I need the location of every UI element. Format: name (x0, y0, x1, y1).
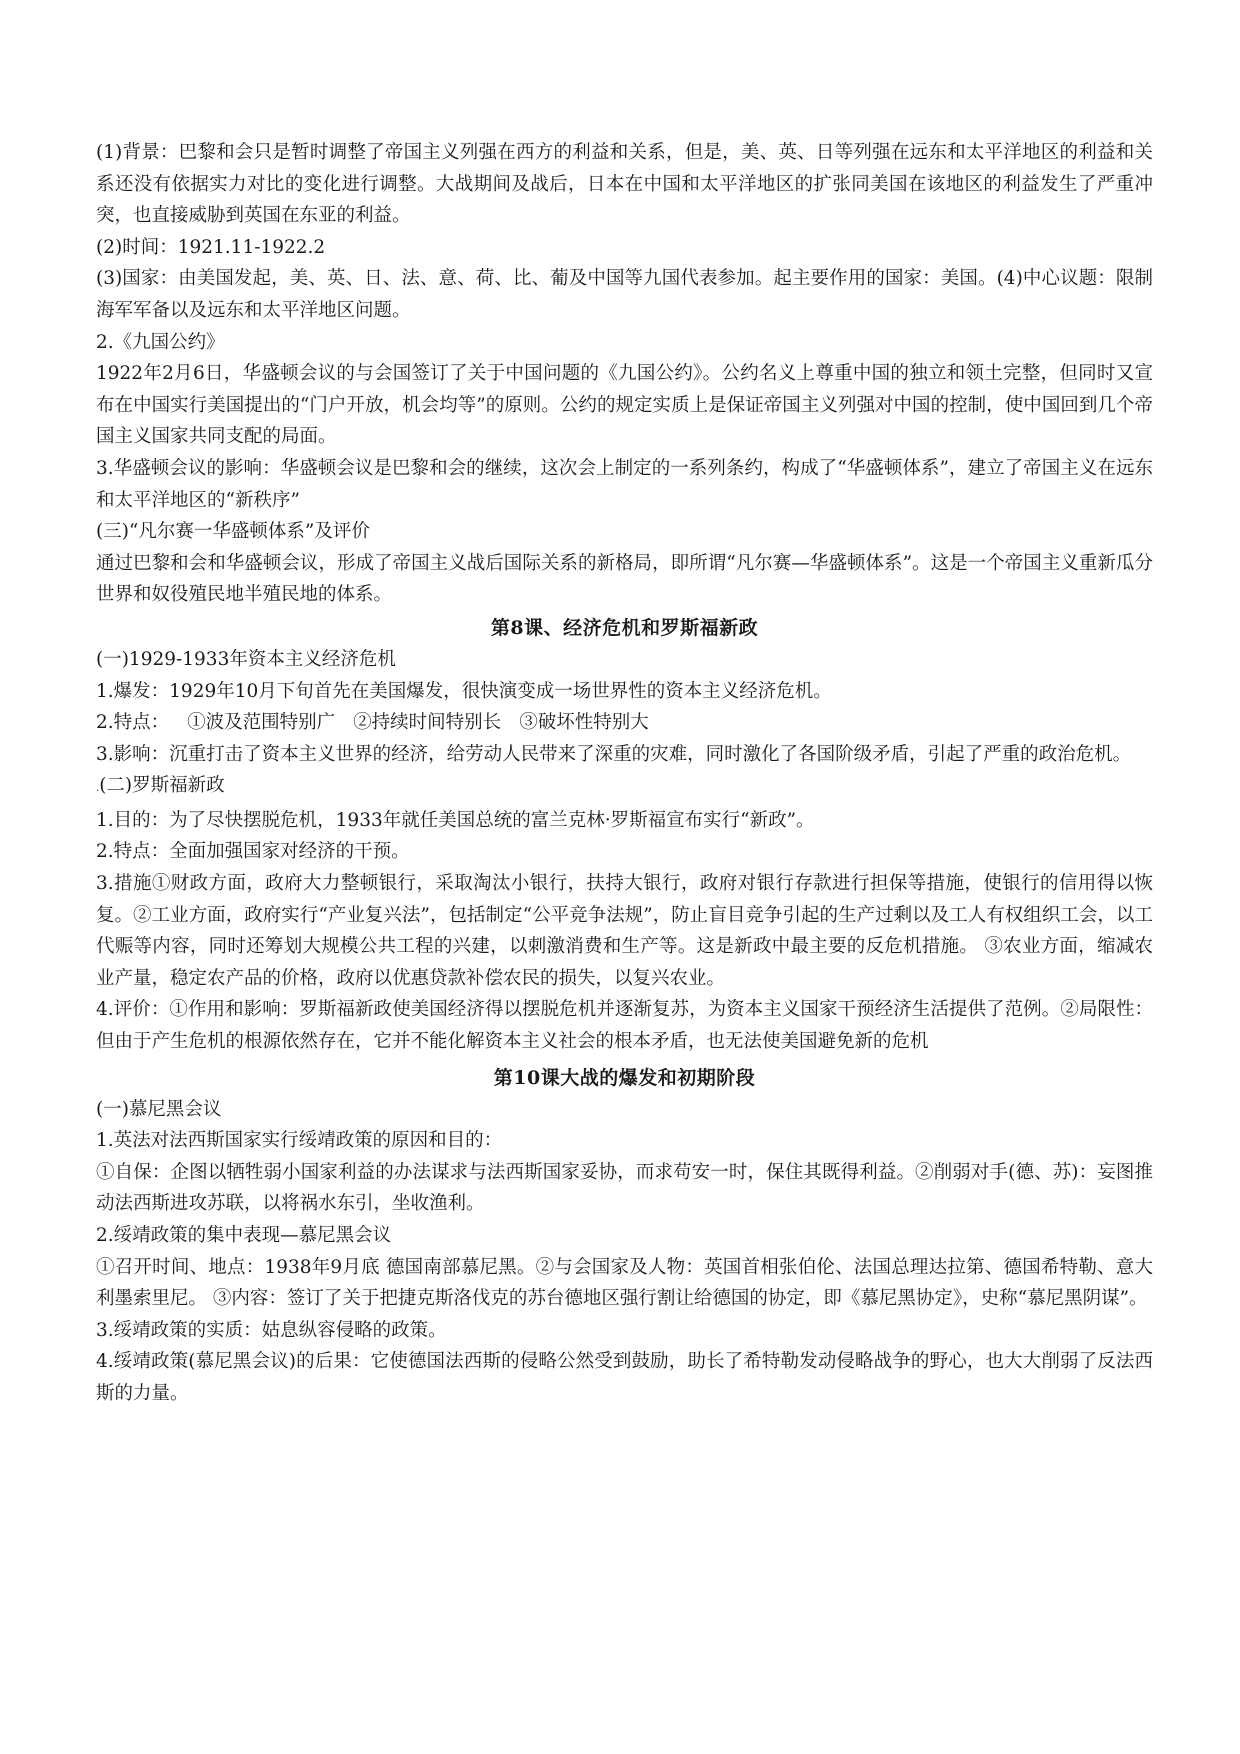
lesson-8-title: 第8课、经济危机和罗斯福新政 (490, 616, 759, 639)
paragraph-countries: (3)国家：由美国发起，美、英、日、法、意、荷、比、葡及中国等九国代表参加。起主要作用的国家：美国。(4)中心议题：限制海军军备以及远东和太平洋地区问题。 (96, 268, 1153, 321)
paragraph-crisis-heading: (一)1929-1933年资本主义经济危机 (96, 648, 396, 670)
paragraph-appeasement-goals: ①自保：企图以牺牲弱小国家利益的办法谋求与法西斯国家妥协，而求苟安一时，保住其既得利益。②削弱对手(德、苏)：妄图推动法西斯进攻苏联，以将祸水东引，坐收渔利。 (96, 1161, 1153, 1215)
features-label: 2.特点： (96, 712, 170, 734)
stray-dot: . (96, 783, 100, 795)
paragraph-versailles-evaluation: 通过巴黎和会和华盛顿会议，形成了帝国主义战后国际关系的新格局，即所谓“凡尔赛—华盛顿体系”。这是一个帝国主义重新瓜分世界和奴役殖民地半殖民地的体系。 (96, 552, 1153, 606)
document-page (96, 137, 1153, 1410)
paragraph-crisis-features (96, 707, 1153, 739)
paragraph-crisis-outbreak: 1.爆发：1929年10月下旬首先在美国爆发，很快演变成一场世界性的资本主义经济危机。 (96, 680, 832, 702)
paragraph-munich-conference: 2.绥靖政策的集中表现—慕尼黑会议 (96, 1225, 392, 1246)
feature-item-2: ②持续时间特别长 (353, 712, 502, 734)
paragraph-new-deal-evaluation: 4.评价：①作用和影响：罗斯福新政使美国经济得以摆脱危机并逐渐复苏，为资本主义国家干预经济生活提供了范例。②局限性：但由于产生危机的根源依然存在，它并不能化解资本主义社会的根本矛盾，也无法使美国避免新的危机 (96, 999, 1153, 1053)
lesson-10-title: 第10课大战的爆发和初期阶段 (493, 1066, 756, 1089)
paragraph-new-deal-feature: 2.特点：全面加强国家对经济的干预。 (96, 841, 410, 863)
paragraph-appeasement-consequence: 4.绥靖政策(慕尼黑会议)的后果：它使德国法西斯的侵略公然受到鼓励，助长了希特勒发动侵略战争的野心，也大大削弱了反法西斯的力量。 (96, 1351, 1153, 1404)
feature-item-1: ①波及范围特别广 (187, 712, 336, 734)
new-deal-heading-text: (二)罗斯福新政 (99, 775, 225, 797)
paragraph-background: (1)背景：巴黎和会只是暂时调整了帝国主义列强在西方的利益和关系，但是，美、英、日等列强在远东和太平洋地区的利益和关系还没有依据实力对比的变化进行调整。大战期间及战后，日本在中国和太平洋地区的扩张同美国在该地区的利益发生了严重冲突，也直接威胁到英国在东亚的利益。 (96, 142, 1153, 227)
paragraph-crisis-impact: 3.影响：沉重打击了资本主义世界的经济，给劳动人民带来了深重的灾难，同时激化了各国阶级矛盾，引起了严重的政治危机。 (96, 743, 1132, 765)
feature-item-3: ③破坏性特别大 (519, 712, 649, 734)
paragraph-appeasement-reasons: 1.英法对法西斯国家实行绥靖政策的原因和目的： (96, 1130, 503, 1152)
paragraph-new-deal-purpose: 1.目的：为了尽快摆脱危机，1933年就任美国总统的富兰克林·罗斯福宣布实行“新政”。 (96, 809, 815, 831)
paragraph-nine-power-heading: 2.《九国公约》 (96, 331, 225, 353)
paragraph-munich-details: ①召开时间、地点：1938年9月底 德国南部慕尼黑。②与会国家及人物：英国首相张伯伦、法国总理达拉第、德国希特勒、意大利墨索里尼。 ③内容：签订了关于把捷克斯洛伐克的苏台德地区强行割让给德国的协定，即《慕尼黑协定》，史称“慕尼黑阴谋”。 (96, 1256, 1153, 1310)
paragraph-new-deal-measures: 3.措施①财政方面，政府大力整顿银行，采取淘汰小银行，扶持大银行，政府对银行存款进行担保等措施，使银行的信用得以恢复。②工业方面，政府实行“产业复兴法”，包括制定“公平竞争法规”，防止盲目竞争引起的生产过剩以及工人有权组织工会，以工代赈等内容，同时还筹划大规模公共工程的兴建，以刺激消费和生产等。这是新政中最主要的反危机措施。 ③农业方面，缩减农业产量，稳定农产品的价格，政府以优惠贷款补偿农民的损失，以复兴农业。 (96, 873, 1153, 989)
paragraph-time: (2)时间：1921.11-1922.2 (96, 236, 326, 258)
paragraph-versailles-heading: (三)“凡尔赛一华盛顿体系”及评价 (96, 521, 370, 543)
paragraph-washington-impact: 3.华盛顿会议的影响：华盛顿会议是巴黎和会的继续，这次会上制定的一系列条约，构成了“华盛顿体系”，建立了帝国主义在远东和太平洋地区的“新秩序” (96, 457, 1153, 511)
paragraph-nine-power-treaty: 1922年2月6日，华盛顿会议的与会国签订了关于中国问题的《九国公约》。公约名义上尊重中国的独立和领土完整，但同时又宣布在中国实行美国提出的“门户开放，机会均等”的原则。公约的规定实质上是保证帝国主义列强对中国的控制，使中国回到几个帝国主义国家共同支配的局面。 (96, 363, 1153, 448)
paragraph-new-deal-heading (96, 770, 1153, 805)
paragraph-munich-heading: (一)慕尼黑会议 (96, 1098, 222, 1120)
paragraph-appeasement-essence: 3.绥靖政策的实质：姑息纵容侵略的政策。 (96, 1319, 447, 1341)
